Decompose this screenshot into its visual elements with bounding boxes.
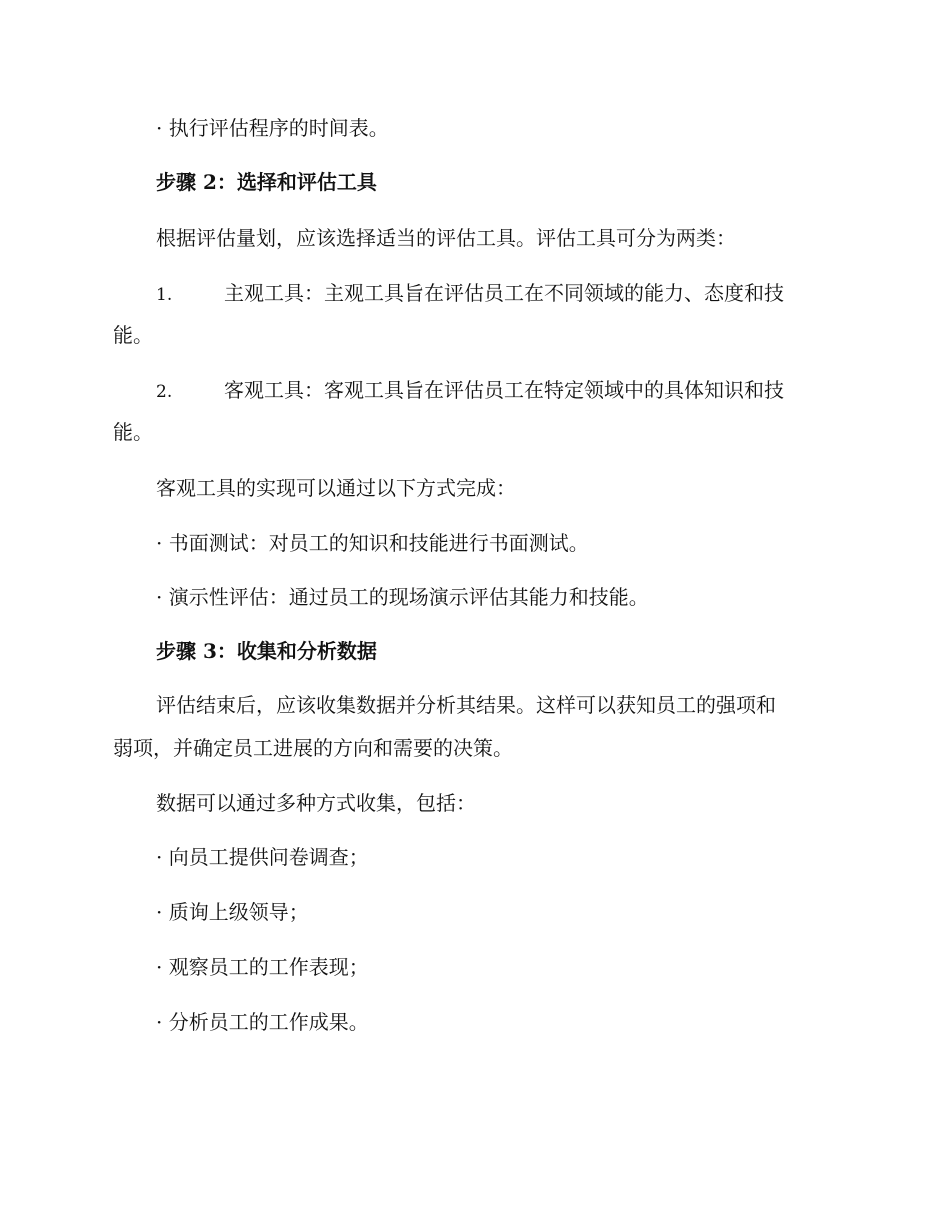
bullet-observe: · 观察员工的工作表现； [156,955,369,979]
bullet-demo-eval: · 演示性评估：通过员工的现场演示评估其能力和技能。 [156,585,649,609]
list-item-2 [0,376,950,406]
bullet-supervisor: · 质询上级领导； [156,900,309,924]
step3-paragraph-line2: 弱项，并确定员工进展的方向和需要的决策。 [113,736,513,760]
list-item-1-text: 主观工具：主观工具旨在评估员工在不同领域的能力、态度和技 [224,281,784,305]
bullet-analyze: · 分析员工的工作成果。 [156,1010,369,1034]
list-item-1-number: 1. [156,285,173,305]
bullet-schedule: · 执行评估程序的时间表。 [156,116,389,140]
bullet-questionnaire: · 向员工提供问卷调查； [156,845,369,869]
objective-intro: 客观工具的实现可以通过以下方式完成： [156,476,516,500]
list-item-2-number: 2. [156,382,173,402]
bullet-written-test: · 书面测试：对员工的知识和技能进行书面测试。 [156,531,589,555]
step3-heading: 步骤 3：收集和分析数据 [156,639,377,663]
data-intro: 数据可以通过多种方式收集，包括： [156,791,476,815]
list-item-2-continuation: 能。 [113,420,153,444]
step2-heading: 步骤 2：选择和评估工具 [156,170,377,194]
list-item-1 [0,279,950,309]
list-item-1-continuation: 能。 [113,323,153,347]
list-item-2-text: 客观工具：客观工具旨在评估员工在特定领域中的具体知识和技 [224,378,784,402]
step3-paragraph-line1: 评估结束后，应该收集数据并分析其结果。这样可以获知员工的强项和 [156,693,776,717]
step2-intro: 根据评估量划，应该选择适当的评估工具。评估工具可分为两类： [156,226,736,250]
